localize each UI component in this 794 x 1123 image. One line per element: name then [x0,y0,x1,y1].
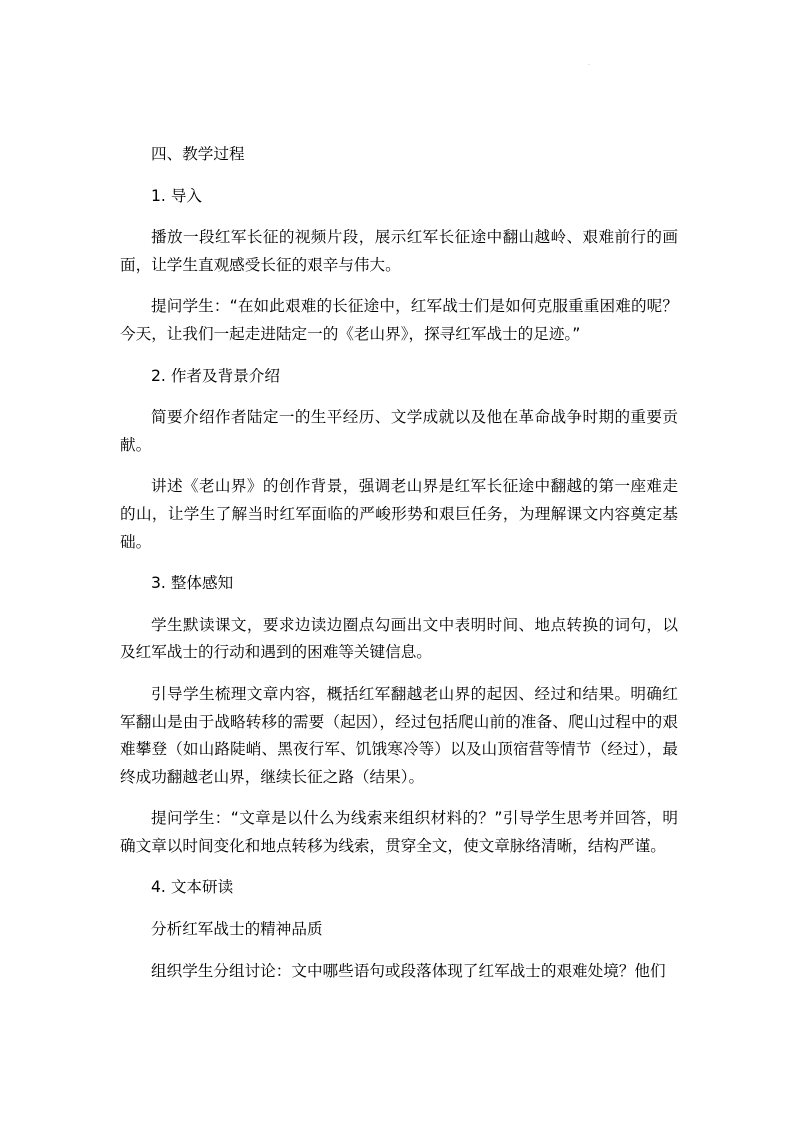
body-paragraph: 引导学生梳理文章内容，概括红军翻越老山界的起因、经过和结果。明确红军翻山是由于战略转移的需要（起因），经过包括爬山前的准备、爬山过程中的艰难攀登（如山路陡峭、黑夜行军、饥饿寒冷等）以及山顶宿营等情节（经过），最终成功翻越老山界，继续长征之路（结果）。 [120,684,678,786]
body-paragraph: 组织学生分组讨论：文中哪些语句或段落体现了红军战士的艰难处境？他们 [151,961,666,980]
subsection-heading: 4. 文本研读 [151,878,234,897]
body-paragraph: 播放一段红军长征的视频片段，展示红军长征途中翻山越岭、艰难前行的画面，让学生直观感受长征的艰辛与伟大。 [120,228,678,274]
corner-mark: . [588,60,590,67]
subsection-heading: 1. 导入 [151,186,203,205]
body-paragraph: 提问学生：“文章是以什么为线索来组织材料的？”引导学生思考并回答，明确文章以时间变化和地点转移为线索，贯穿全文，使文章脉络清晰，结构严谨。 [120,809,678,855]
body-paragraph: 提问学生：“在如此艰难的长征途中，红军战士们是如何克服重重困难的呢？今天，让我们一起走进陆定一的《老山界》，探寻红军战士的足迹。” [120,297,678,343]
body-paragraph: 简要介绍作者陆定一的生平经历、文学成就以及他在革命战争时期的重要贡献。 [120,408,678,454]
body-paragraph: 讲述《老山界》的创作背景，强调老山界是红军长征途中翻越的第一座难走的山，让学生了解当时红军面临的严峻形势和艰巨任务，为理解课文内容奠定基础。 [120,477,678,551]
body-paragraph: 学生默读课文，要求边读边圈点勾画出文中表明时间、地点转换的词句，以及红军战士的行动和遇到的困难等关键信息。 [120,615,678,662]
subsection-heading: 2. 作者及背景介绍 [151,366,280,385]
document-body [120,141,678,985]
sub-topic-heading: 分析红军战士的精神品质 [151,920,323,939]
section-heading: 四、教学过程 [151,145,245,163]
subsection-heading: 3. 整体感知 [151,574,234,593]
